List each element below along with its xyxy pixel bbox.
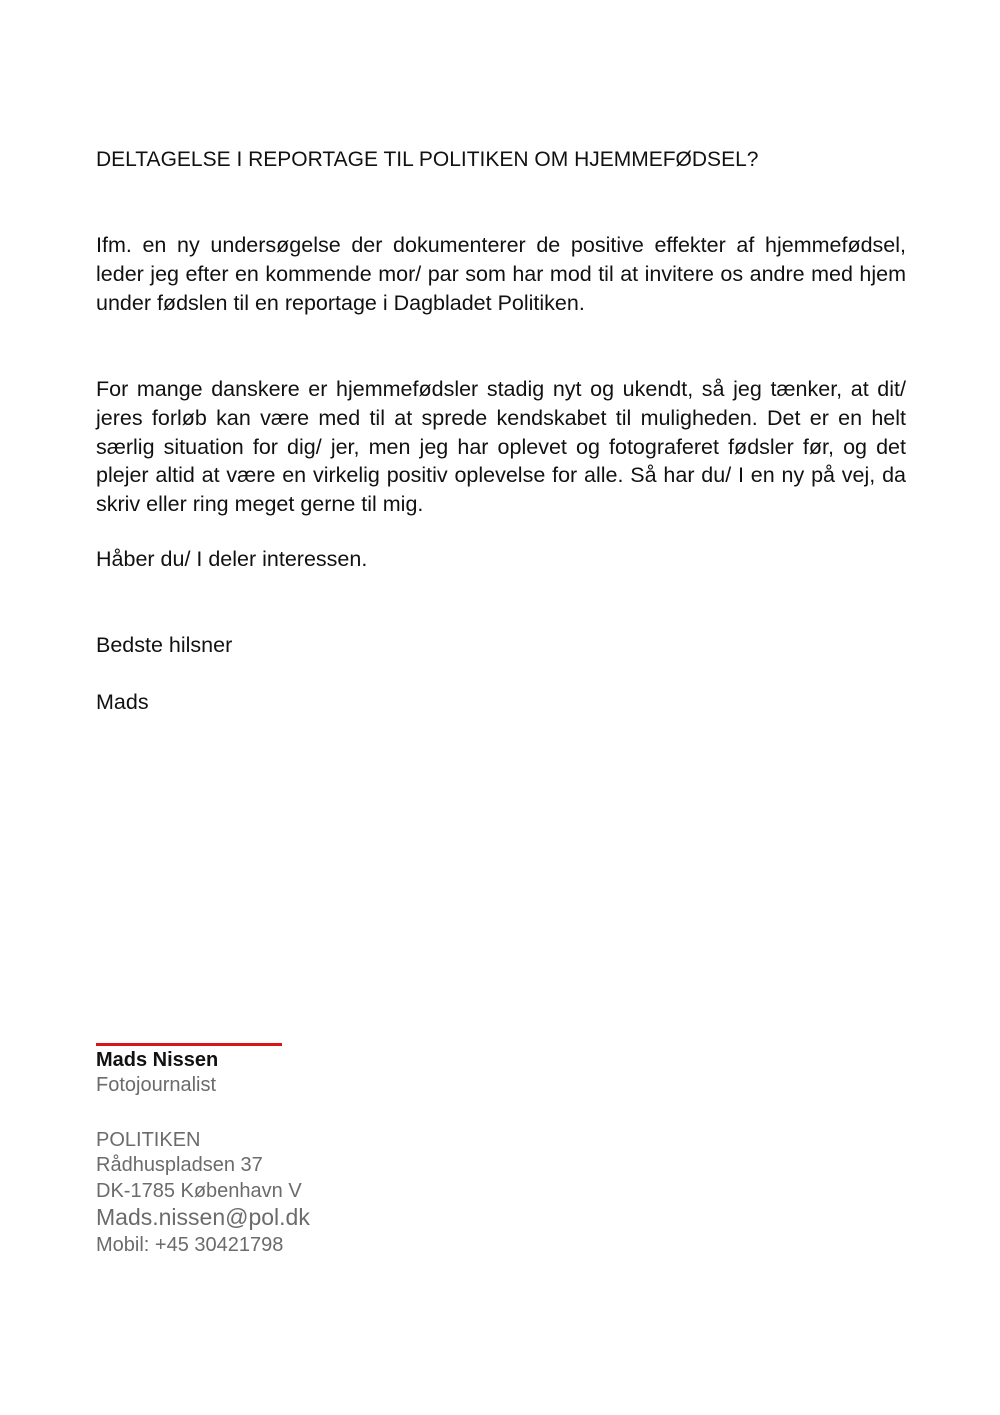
paragraph-closing: Håber du/ I deler interessen. xyxy=(96,547,368,571)
signature-city: DK-1785 København V xyxy=(96,1180,302,1202)
paragraph-details: For mange danskere er hjemmefødsler stadig nyt og ukendt, så jeg tænker, at dit/ jeres forløb kan være med til at sprede kendskabet til muligheden. Det er en helt særlig situation for dig/ jer, men jeg har oplevet og fotograferet fødsler før, og det plejer altid at være en virkelig positiv oplevelse for alle. Så har du/ I en ny på vej, da skriv eller ring meget gerne til mig. xyxy=(96,377,906,517)
signature-email[interactable]: Mads.nissen@pol.dk xyxy=(96,1204,310,1230)
signature-divider xyxy=(96,1043,282,1046)
sign-off-name: Mads xyxy=(96,690,149,714)
signature-organization: POLITIKEN xyxy=(96,1129,201,1151)
signature-title: Fotojournalist xyxy=(96,1074,217,1096)
paragraph-intro: Ifm. en ny undersøgelse der dokumenterer de positive effekter af hjemmefødsel, leder jeg efter en kommende mor/ par som har mod til at invitere os andre med hjem under fødslen til en reportage i Dagbladet Politiken. xyxy=(96,233,906,315)
signature-mobile: Mobil: +45 30421798 xyxy=(96,1234,284,1256)
signature-street: Rådhuspladsen 37 xyxy=(96,1154,263,1176)
greeting: Bedste hilsner xyxy=(96,633,233,657)
letter-heading: DELTAGELSE I REPORTAGE TIL POLITIKEN OM HJEMMEFØDSEL? xyxy=(96,148,759,171)
signature-name: Mads Nissen xyxy=(96,1049,219,1071)
